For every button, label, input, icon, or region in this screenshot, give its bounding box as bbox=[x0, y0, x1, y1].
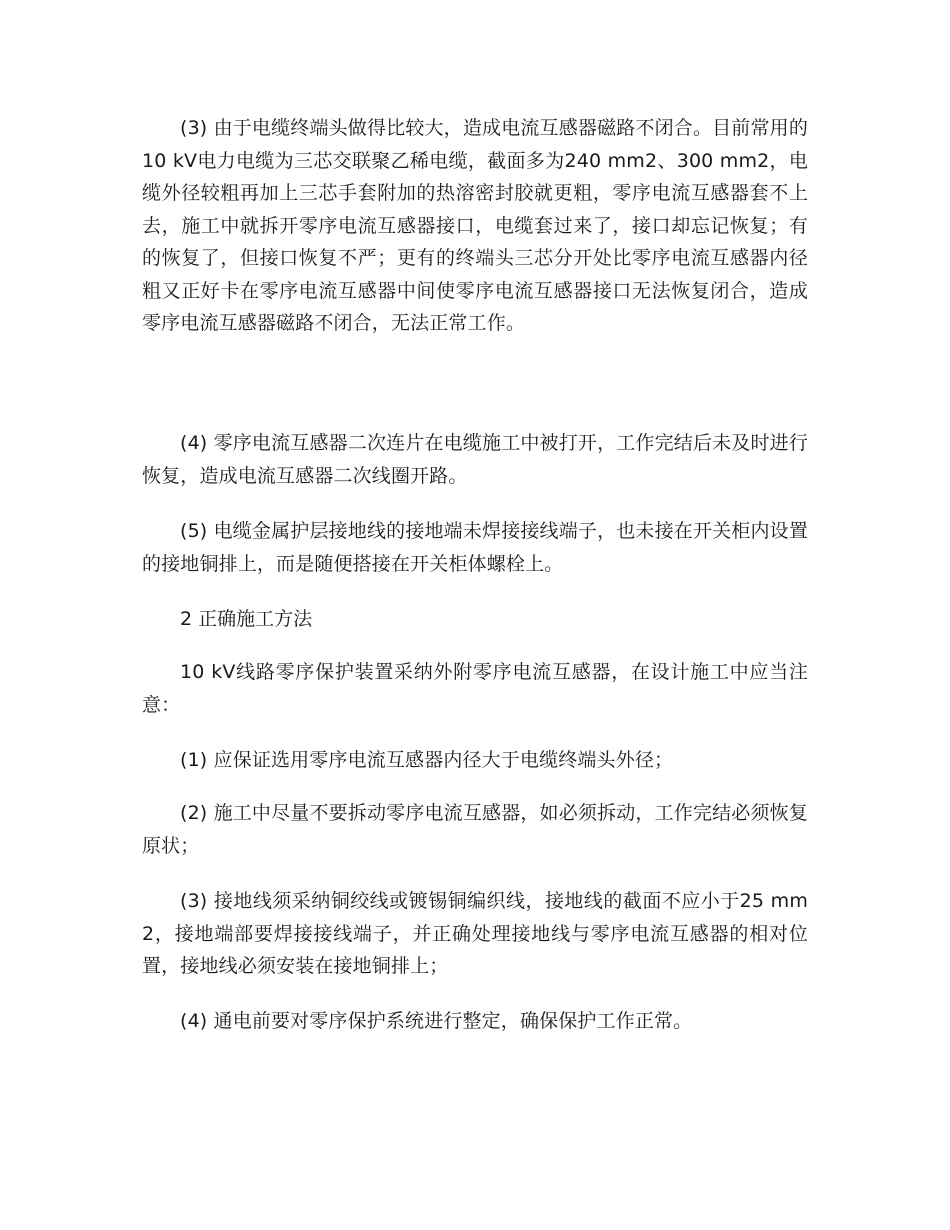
method-item-2: (2) 施工中尽量不要拆动零序电流互感器，如必须拆动，工作完结必须恢复原状； bbox=[142, 802, 808, 857]
section-intro-paragraph: 10 kV线路零序保护装置采纳外附零序电流互感器，在设计施工中应当注意： bbox=[142, 661, 808, 716]
paragraph-item-5-cause: (5) 电缆金属护层接地线的接地端未焊接接线端子，也未接在开关柜内设置的接地铜排上，而是随便搭接在开关柜体螺栓上。 bbox=[142, 520, 808, 575]
paragraph-item-4-cause: (4) 零序电流互感器二次连片在电缆施工中被打开，工作完结后未及时进行恢复，造成电流互感器二次线圈开路。 bbox=[142, 432, 808, 487]
section-heading: 2 正确施工方法 bbox=[180, 608, 313, 630]
method-item-1: (1) 应保证选用零序电流互感器内径大于电缆终端头外径； bbox=[180, 749, 674, 771]
method-item-3: (3) 接地线须采纳铜绞线或镀锡铜编织线，接地线的截面不应小于25 mm2，接地端部要焊接接线端子，并正确处理接地线与零序电流互感器的相对位置，接地线必须安装在接地铜排上； bbox=[142, 890, 808, 977]
method-item-4: (4) 通电前要对零序保护系统进行整定，确保保护工作正常。 bbox=[180, 1010, 693, 1032]
paragraph-item-3-cause: (3) 由于电缆终端头做得比较大，造成电流互感器磁路不闭合。目前常用的10 kV电力电缆为三芯交联聚乙稀电缆，截面多为240 mm2、300 mm2，电缆外径较粗再加上三芯手套附加的热溶密封胶就更粗，零序电流互感器套不上去，施工中就拆开零序电流互感器接口，电缆套过来了，接口却忘记恢复；有的恢复了，但接口恢复不严；更有的终端头三芯分开处比零序电流互感器内径粗又正好卡在零序电流互感器中间使零序电流互感器接口无法恢复闭合，造成零序电流互感器磁路不闭合，无法正常工作。 bbox=[142, 117, 808, 334]
